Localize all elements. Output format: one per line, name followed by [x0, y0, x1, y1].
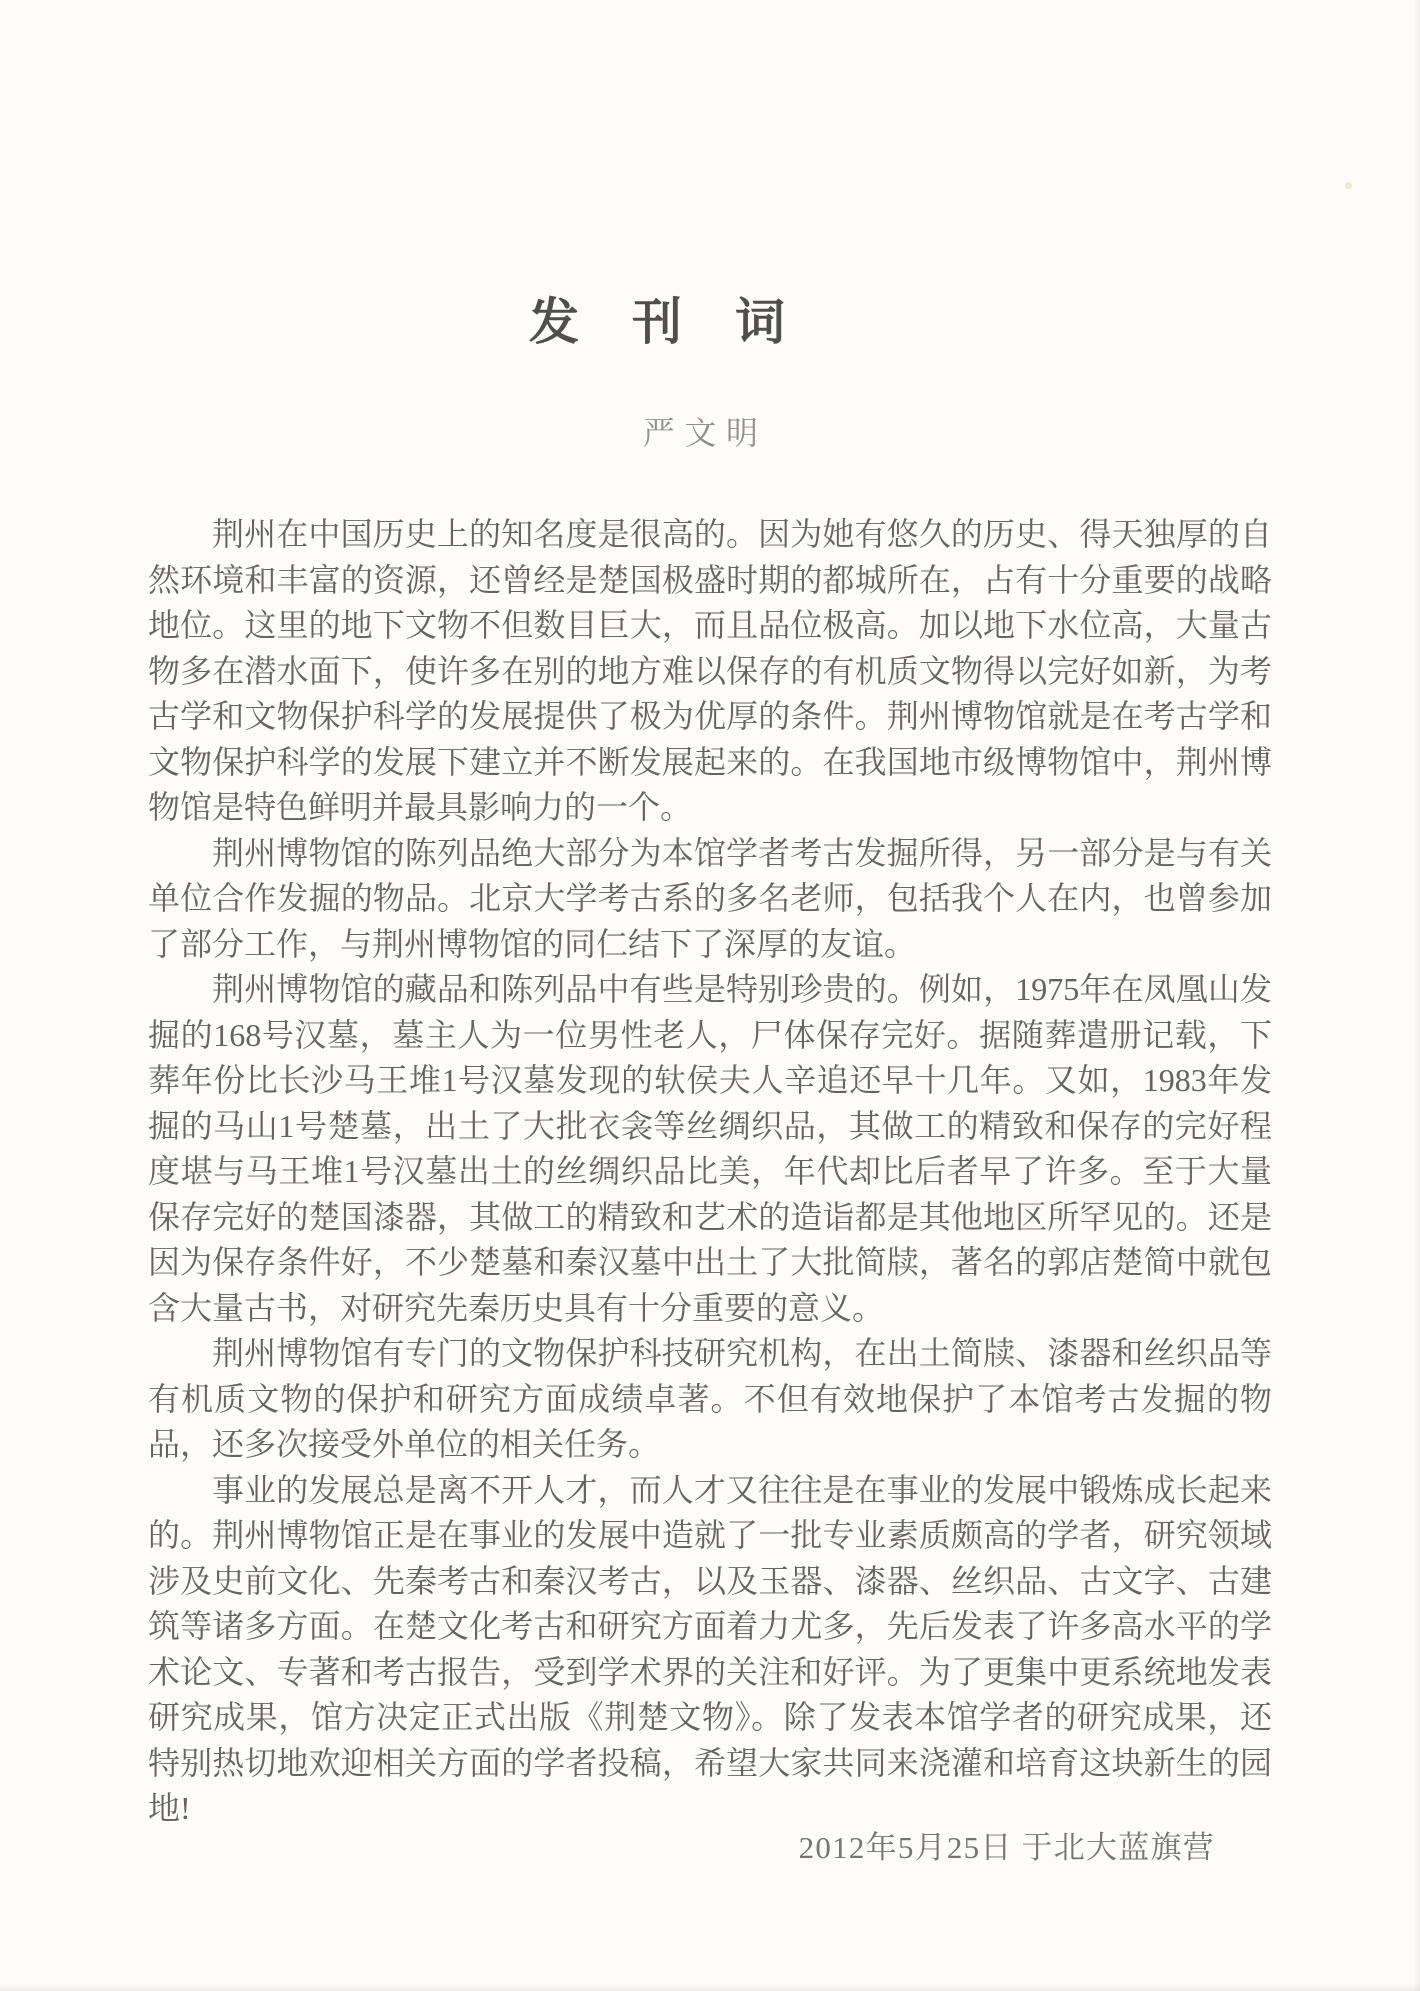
paragraph: 荆州博物馆有专门的文物保护科技研究机构，在出土简牍、漆器和丝织品等有机质文物的保护和研究方面成绩卓著。不但有效地保护了本馆考古发掘的物品，还多次接受外单位的相关任务。: [148, 1335, 1272, 1462]
paragraph: 事业的发展总是离不开人才，而人才又往往是在事业的发展中锻炼成长起来的。荆州博物馆正是在事业的发展中造就了一批专业素质颇高的学者，研究领域涉及史前文化、先秦考古和秦汉考古，以及玉器、漆器、丝织品、古文字、古建筑等诸多方面。在楚文化考古和研究方面着力尤多，先后发表了许多高水平的学术论文、专著和考古报告，受到学术界的关注和好评。为了更集中更系统地发表研究成果，馆方决定正式出版《荆楚文物》。除了发表本馆学者的研究成果，还特别热切地欢迎相关方面的学者投稿，希望大家共同来浇灌和培育这块新生的园地!: [148, 1471, 1272, 1826]
paragraph: 荆州博物馆的陈列品绝大部分为本馆学者考古发掘所得，另一部分是与有关单位合作发掘的物品。北京大学考古系的多名老师，包括我个人在内，也曾参加了部分工作，与荆州博物馆的同仁结下了深厚的友谊。: [148, 834, 1272, 962]
scan-edge-bottom: [0, 1984, 1420, 1991]
paragraph: 荆州在中国历史上的知名度是很高的。因为她有悠久的历史、得天独厚的自然环境和丰富的资源，还曾经是楚国极盛时期的都城所在，占有十分重要的战略地位。这里的地下文物不但数目巨大，而且品位极高。加以地下水位高，大量古物多在潜水面下，使许多在别的地方难以保存的有机质文物得以完好如新，为考古学和文物保护科学的发展提供了极为优厚的条件。荆州博物馆就是在考古学和文物保护科学的发展下建立并不断发展起来的。在我国地市级博物馆中，荆州博物馆是特色鲜明并最具影响力的一个。: [148, 516, 1272, 825]
dateline: 2012年5月25日 于北大蓝旗营: [798, 1830, 1215, 1865]
scan-edge-right: [1414, 0, 1420, 1991]
scan-artifact-dot: [1345, 182, 1352, 189]
body-text: [148, 512, 1272, 1832]
author-name: 严文明: [642, 415, 768, 451]
paragraph: 荆州博物馆的藏品和陈列品中有些是特别珍贵的。例如，1975年在凤凰山发掘的168号汉墓，墓主人为一位男性老人，尸体保存完好。据随葬遣册记载，下葬年份比长沙马王堆1号汉墓发现的轪侯夫人辛追还早十几年。又如，1983年发掘的马山1号楚墓，出土了大批衣衾等丝绸织品，其做工的精致和保存的完好程度堪与马王堆1号汉墓出土的丝绸织品比美，年代却比后者早了许多。至于大量保存完好的楚国漆器，其做工的精致和艺术的造诣都是其他地区所罕见的。还是因为保存条件好，不少楚墓和秦汉墓中出土了大批简牍，著名的郭店楚简中就包含大量古书，对研究先秦历史具有十分重要的意义。: [148, 971, 1272, 1326]
page-title: 发刊词: [529, 294, 838, 350]
